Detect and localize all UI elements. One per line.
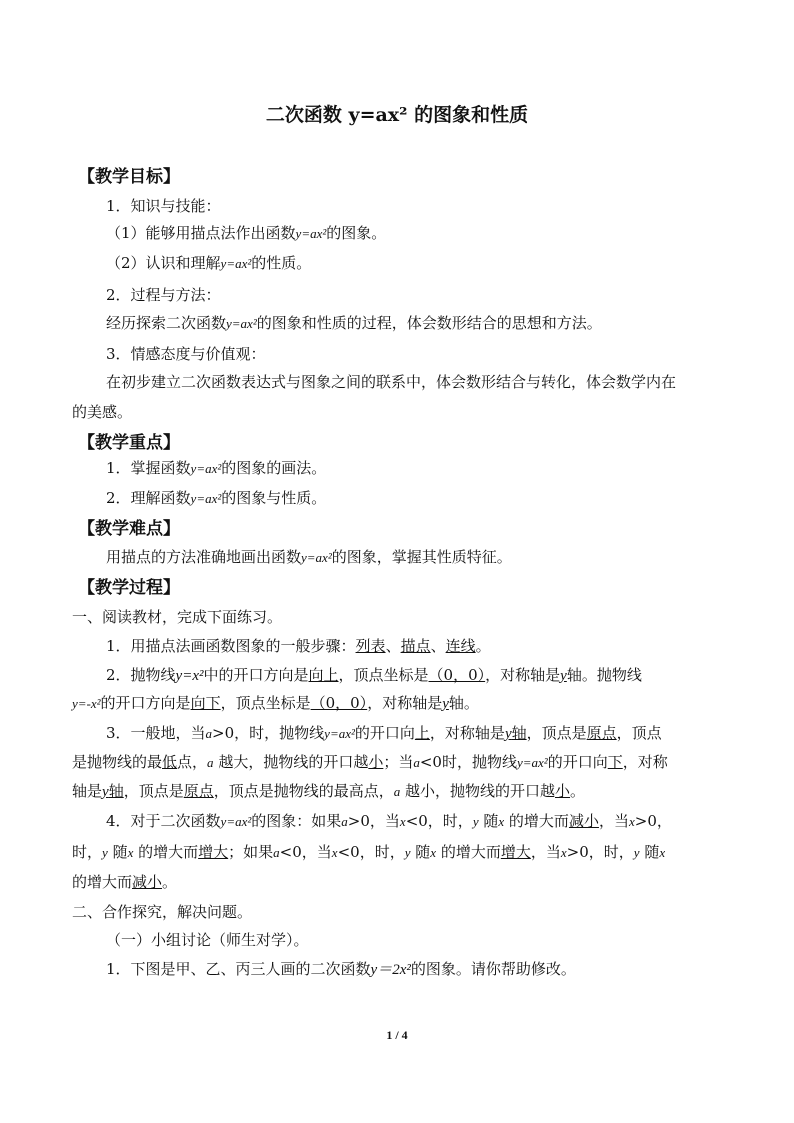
text: 轴。 [448, 694, 479, 712]
formula: y=x² [175, 668, 204, 684]
formula: y=ax² [226, 316, 257, 331]
text: （1）能够用描点法作出函数 [106, 224, 296, 242]
answer: 轴 [511, 724, 527, 742]
section-heading-goals: 【教学目标】 [78, 167, 180, 187]
text: 1．掌握函数 [106, 459, 191, 477]
text: 随 [478, 812, 499, 830]
text: ，对称轴是 [485, 666, 561, 684]
answer: 列表 [355, 637, 386, 655]
text: 随 [639, 843, 660, 861]
goal-item-1-1 [106, 222, 386, 243]
var-a: a [207, 755, 214, 770]
text: <0，时， [337, 843, 405, 861]
var-x: x [498, 814, 505, 829]
text: >0，当 [347, 812, 400, 830]
page-number: 1 / 4 [386, 1028, 408, 1042]
answer: 连线 [445, 637, 476, 655]
text: 1．下图是甲、乙、丙三人画的二次函数 [106, 960, 371, 978]
var-x: x [659, 845, 666, 860]
text: ，对称轴是 [429, 724, 505, 742]
text: 。 [475, 637, 491, 655]
exercise-1 [106, 635, 491, 656]
text: 的图象和性质的过程，体会数形结合的思想和方法。 [256, 314, 602, 332]
text: ，顶点坐标是 [220, 694, 311, 712]
formula: y=ax² [324, 726, 355, 741]
goal-item-2: 2．过程与方法： [106, 286, 221, 304]
text: 2．抛物线 [106, 666, 176, 684]
text: 、 [385, 637, 401, 655]
text: 4．对于二次函数 [106, 812, 221, 830]
text: ，顶点是 [526, 724, 587, 742]
text: 的图象：如果 [251, 812, 342, 830]
answer: 低 [162, 753, 178, 771]
text: 时， [72, 843, 103, 861]
exercise-4-cont-1 [72, 841, 665, 862]
text: 、 [430, 637, 446, 655]
formula: y=ax² [220, 256, 252, 271]
exercise-4-cont-2 [72, 871, 177, 892]
text: 轴。抛物线 [566, 666, 642, 684]
var-x: x [430, 845, 437, 860]
answer: 轴 [108, 782, 124, 800]
var-x: x [628, 814, 635, 829]
text: 的图象，掌握其性质特征。 [331, 548, 512, 566]
answer: 减小 [568, 812, 599, 830]
section-heading-process: 【教学过程】 [78, 578, 180, 598]
var-x: x [399, 814, 406, 829]
answer: 下 [607, 753, 623, 771]
text: 随 [410, 843, 431, 861]
answer: 小 [555, 782, 571, 800]
goal-item-3-text: 在初步建立二次函数表达式与图象之间的联系中，体会数形结合与转化，体会数学内在 [106, 373, 677, 391]
text: 。 [162, 873, 178, 891]
goal-item-1: 1．知识与技能： [106, 197, 221, 215]
text: 1．用描点法画函数图象的一般步骤： [106, 637, 356, 655]
var-x: x [331, 845, 338, 860]
answer: 向上 [308, 666, 339, 684]
text: 随 [107, 843, 128, 861]
section-heading-difficulties: 【教学难点】 [78, 519, 180, 539]
text: ，当 [530, 843, 561, 861]
text: 的增大而 [72, 873, 133, 891]
goal-item-3: 3．情感态度与价值观： [106, 345, 266, 363]
text: 的图象的画法。 [221, 459, 327, 477]
answer: 增大 [198, 843, 229, 861]
difficulty-1 [106, 546, 512, 567]
answer: 减小 [132, 873, 163, 891]
page-title: 二次函数 y=ax² 的图象和性质 [265, 104, 529, 126]
goal-item-3-text-cont: 的美感。 [72, 403, 133, 421]
answer: 原点 [586, 724, 617, 742]
text: ，顶点坐标是 [338, 666, 429, 684]
group-discussion: （一）小组讨论（师生对学）。 [106, 931, 309, 949]
text: （2）认识和理解 [106, 254, 221, 272]
exercise-3-cont-1 [72, 751, 668, 772]
text: 的图象与性质。 [221, 489, 327, 507]
text: 的图象。 [326, 224, 387, 242]
text: 中的开口方向是 [203, 666, 309, 684]
var-a: a [413, 755, 420, 770]
goal-item-2-text [106, 312, 602, 333]
section-heading-key-points: 【教学重点】 [78, 433, 180, 453]
answer: 原点 [183, 782, 214, 800]
text: 是抛物线的最 [72, 753, 163, 771]
text: 的增大而 [133, 843, 199, 861]
text: 的开口方向是 [100, 694, 191, 712]
text: 的开口向 [547, 753, 608, 771]
answer: 增大 [500, 843, 531, 861]
text: 2．理解函数 [106, 489, 191, 507]
text: ，顶点 [616, 724, 662, 742]
text: 经历探索二次函数 [106, 314, 227, 332]
text: 3．一般地，当 [106, 724, 206, 742]
answer-y: y [560, 668, 567, 684]
text: 的增大而 [436, 843, 501, 861]
var-y: y [404, 845, 411, 860]
text: 的图象。请你帮助修改。 [410, 960, 576, 978]
formula: y＝2x² [370, 962, 411, 978]
var-a: a [205, 726, 213, 741]
text: >0，时，抛物线 [212, 724, 325, 742]
exercise-4 [106, 810, 672, 831]
text: ，顶点是 [123, 782, 184, 800]
text: 越小，抛物线的开口越 [400, 782, 556, 800]
text: 越大，抛物线的开口越 [213, 753, 369, 771]
text: ，对称轴是 [367, 694, 443, 712]
goal-item-1-2 [106, 252, 311, 273]
text: <0，当 [279, 843, 332, 861]
question-1 [106, 958, 576, 979]
formula: y=ax² [190, 491, 222, 506]
key-point-2 [106, 487, 326, 508]
var-a: a [273, 845, 280, 860]
formula: y=ax² [220, 814, 252, 829]
exercise-2 [106, 664, 642, 685]
answer: 描点 [400, 637, 431, 655]
text: ，对称 [622, 753, 668, 771]
text: <0，时， [405, 812, 473, 830]
process-part-1: 一、阅读教材，完成下面练习。 [72, 608, 283, 626]
text: >0，时， [566, 843, 634, 861]
key-point-1 [106, 457, 326, 478]
formula: y=ax² [295, 226, 327, 241]
var-x: x [127, 845, 134, 860]
text: 用描点的方法准确地画出函数 [106, 548, 302, 566]
answer: （0，0） [428, 666, 486, 684]
text: <0时，抛物线 [419, 753, 517, 771]
text: ；如果 [228, 843, 274, 861]
formula: y=ax² [301, 550, 332, 565]
process-part-2: 二、合作探究，解决问题。 [72, 903, 253, 921]
formula: y=-x² [72, 696, 101, 711]
exercise-3 [106, 722, 662, 743]
text: 点， [177, 753, 208, 771]
answer: 向下 [190, 694, 221, 712]
text: 的性质。 [251, 254, 312, 272]
answer: 小 [368, 753, 384, 771]
text: 的开口向 [354, 724, 415, 742]
var-a: a [341, 814, 348, 829]
var-y: y [633, 845, 640, 860]
answer: 上 [414, 724, 430, 742]
text: ，当 [598, 812, 629, 830]
var-y: y [102, 845, 108, 860]
exercise-2-cont [72, 692, 479, 713]
answer-y: y [102, 784, 109, 800]
formula: y=ax² [516, 755, 548, 770]
answer-y: y [504, 726, 512, 742]
text: 轴是 [72, 782, 103, 800]
var-x: x [560, 845, 567, 860]
var-a: a [393, 784, 401, 799]
exercise-3-cont-2 [72, 780, 585, 801]
text: >0， [634, 812, 672, 830]
var-y: y [472, 814, 479, 829]
answer: （0，0） [310, 694, 368, 712]
text: ，顶点是抛物线的最高点， [213, 782, 394, 800]
formula: y=ax² [190, 461, 222, 476]
text: ；当 [383, 753, 414, 771]
text: 的增大而 [504, 812, 569, 830]
text: 。 [570, 782, 586, 800]
answer-y: y [442, 696, 449, 712]
